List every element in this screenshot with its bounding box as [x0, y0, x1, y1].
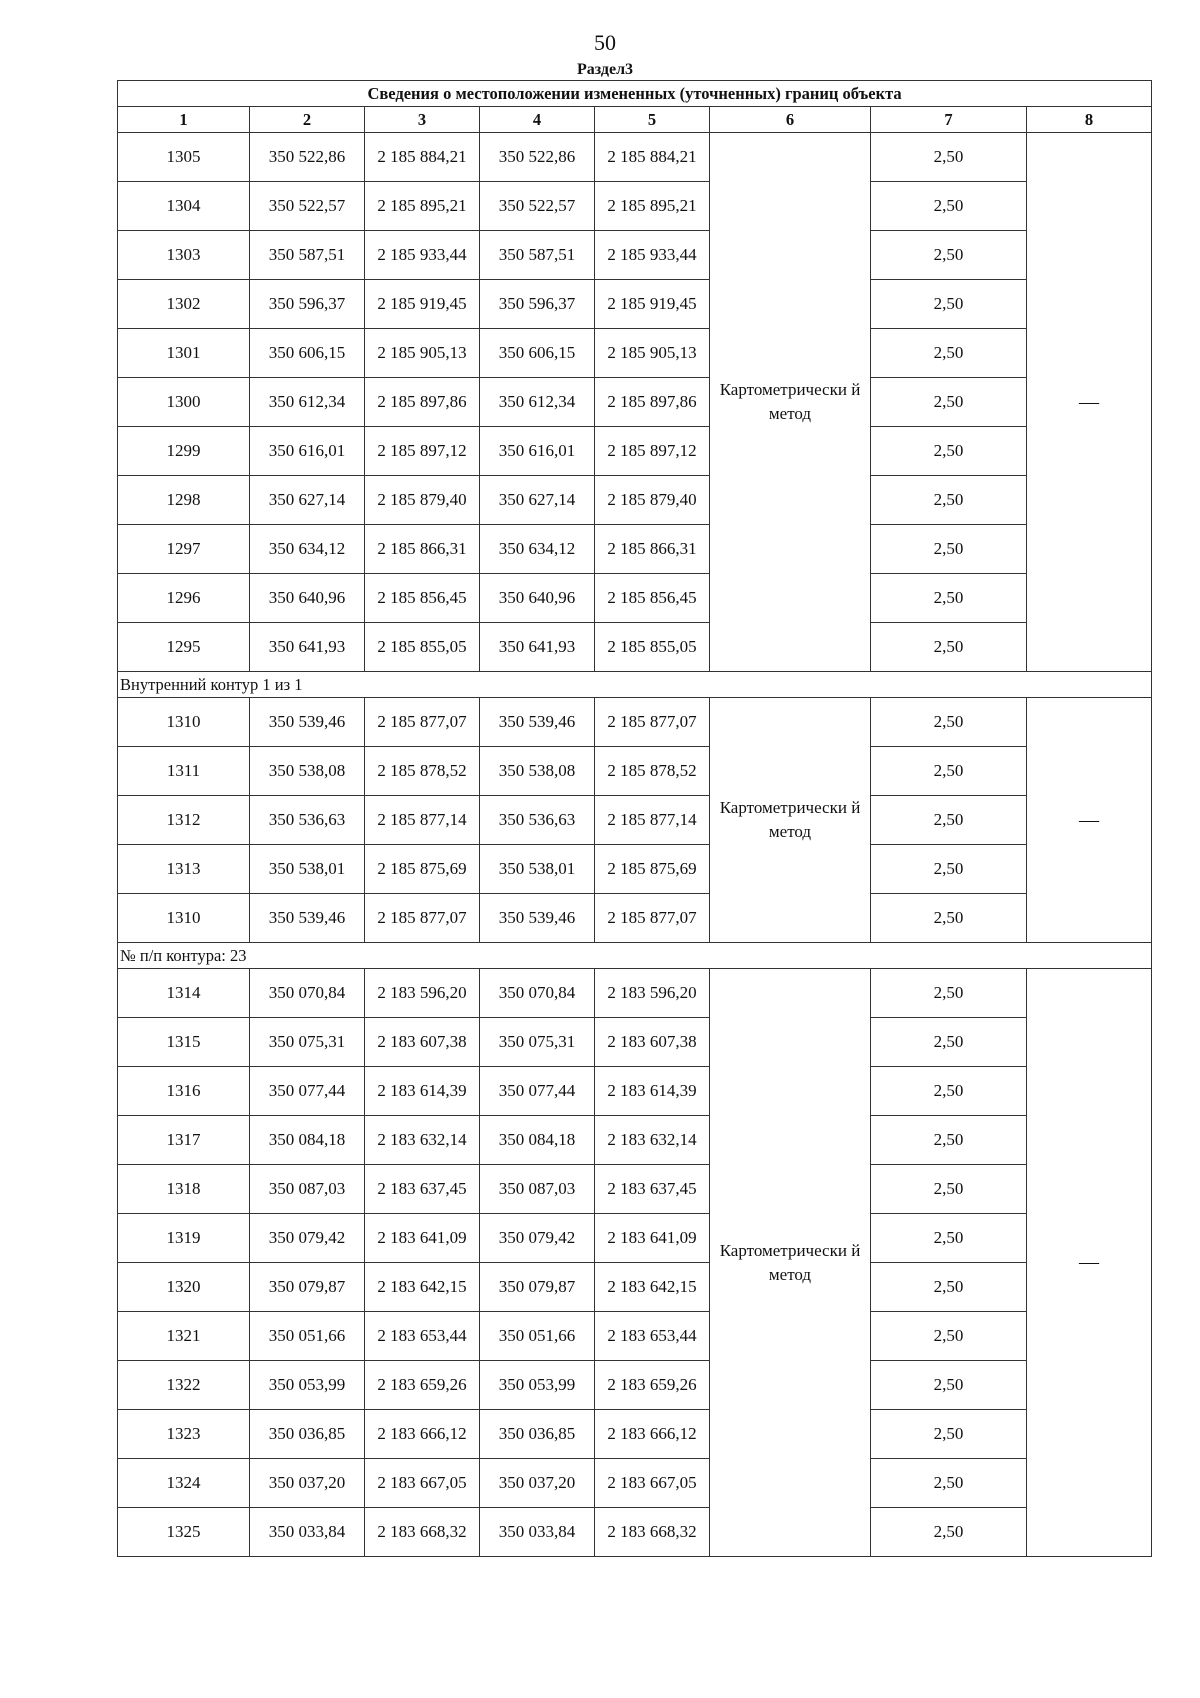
- point-number-cell: 1316: [118, 1067, 250, 1116]
- y-coordinate-cell: 2 185 878,52: [365, 747, 480, 796]
- x-coordinate-new-cell: 350 075,31: [480, 1018, 595, 1067]
- point-number-cell: 1295: [118, 623, 250, 672]
- table-row: [118, 698, 1152, 747]
- point-number-cell: 1313: [118, 845, 250, 894]
- point-number-cell: 1296: [118, 574, 250, 623]
- x-coordinate-new-cell: 350 522,86: [480, 133, 595, 182]
- y-coordinate-new-cell: 2 185 919,45: [595, 280, 710, 329]
- y-coordinate-cell: 2 185 877,07: [365, 698, 480, 747]
- y-coordinate-new-cell: 2 185 875,69: [595, 845, 710, 894]
- x-coordinate-cell: 350 084,18: [250, 1116, 365, 1165]
- y-coordinate-new-cell: 2 185 933,44: [595, 231, 710, 280]
- x-coordinate-new-cell: 350 627,14: [480, 476, 595, 525]
- x-coordinate-cell: 350 612,34: [250, 378, 365, 427]
- accuracy-cell: 2,50: [871, 476, 1027, 525]
- y-coordinate-new-cell: 2 185 878,52: [595, 747, 710, 796]
- y-coordinate-new-cell: 2 183 641,09: [595, 1214, 710, 1263]
- x-coordinate-new-cell: 350 522,57: [480, 182, 595, 231]
- column-number: 6: [710, 107, 871, 133]
- y-coordinate-new-cell: 2 183 642,15: [595, 1263, 710, 1312]
- x-coordinate-new-cell: 350 616,01: [480, 427, 595, 476]
- table-row: [118, 378, 1152, 427]
- point-number-cell: 1298: [118, 476, 250, 525]
- y-coordinate-cell: 2 185 875,69: [365, 845, 480, 894]
- point-number-cell: 1315: [118, 1018, 250, 1067]
- table-row: [118, 1459, 1152, 1508]
- x-coordinate-cell: 350 070,84: [250, 969, 365, 1018]
- y-coordinate-cell: 2 183 668,32: [365, 1508, 480, 1557]
- y-coordinate-new-cell: 2 183 659,26: [595, 1361, 710, 1410]
- x-coordinate-cell: 350 641,93: [250, 623, 365, 672]
- x-coordinate-cell: 350 036,85: [250, 1410, 365, 1459]
- y-coordinate-new-cell: 2 185 866,31: [595, 525, 710, 574]
- column-number: 7: [871, 107, 1027, 133]
- accuracy-cell: 2,50: [871, 1410, 1027, 1459]
- x-coordinate-new-cell: 350 538,08: [480, 747, 595, 796]
- accuracy-cell: 2,50: [871, 182, 1027, 231]
- x-coordinate-new-cell: 350 640,96: [480, 574, 595, 623]
- x-coordinate-cell: 350 539,46: [250, 698, 365, 747]
- table-row: [118, 476, 1152, 525]
- point-number-cell: 1303: [118, 231, 250, 280]
- x-coordinate-new-cell: 350 087,03: [480, 1165, 595, 1214]
- y-coordinate-cell: 2 185 905,13: [365, 329, 480, 378]
- point-number-cell: 1311: [118, 747, 250, 796]
- y-coordinate-cell: 2 185 895,21: [365, 182, 480, 231]
- method-cell: Картометрически й метод: [710, 133, 871, 672]
- y-coordinate-new-cell: 2 185 884,21: [595, 133, 710, 182]
- accuracy-cell: 2,50: [871, 1214, 1027, 1263]
- x-coordinate-cell: 350 634,12: [250, 525, 365, 574]
- x-coordinate-new-cell: 350 536,63: [480, 796, 595, 845]
- x-coordinate-cell: 350 587,51: [250, 231, 365, 280]
- y-coordinate-cell: 2 183 666,12: [365, 1410, 480, 1459]
- column-number: 1: [118, 107, 250, 133]
- accuracy-cell: 2,50: [871, 1361, 1027, 1410]
- y-coordinate-cell: 2 183 659,26: [365, 1361, 480, 1410]
- y-coordinate-new-cell: 2 183 632,14: [595, 1116, 710, 1165]
- accuracy-cell: 2,50: [871, 133, 1027, 182]
- table-row: [118, 1018, 1152, 1067]
- table-row: [118, 427, 1152, 476]
- y-coordinate-cell: 2 185 933,44: [365, 231, 480, 280]
- y-coordinate-new-cell: 2 185 897,86: [595, 378, 710, 427]
- method-cell: Картометрически й метод: [710, 698, 871, 943]
- x-coordinate-new-cell: 350 587,51: [480, 231, 595, 280]
- table-caption: Сведения о местоположении измененных (уточненных) границ объекта: [118, 81, 1152, 107]
- table-row: [118, 1067, 1152, 1116]
- accuracy-cell: 2,50: [871, 427, 1027, 476]
- y-coordinate-cell: 2 185 877,14: [365, 796, 480, 845]
- point-number-cell: 1325: [118, 1508, 250, 1557]
- accuracy-cell: 2,50: [871, 894, 1027, 943]
- point-number-cell: 1300: [118, 378, 250, 427]
- table-row: [118, 1361, 1152, 1410]
- x-coordinate-new-cell: 350 037,20: [480, 1459, 595, 1508]
- x-coordinate-cell: 350 596,37: [250, 280, 365, 329]
- x-coordinate-new-cell: 350 053,99: [480, 1361, 595, 1410]
- accuracy-cell: 2,50: [871, 1116, 1027, 1165]
- table-row: [118, 894, 1152, 943]
- y-coordinate-new-cell: 2 185 895,21: [595, 182, 710, 231]
- table-row: [118, 1312, 1152, 1361]
- x-coordinate-new-cell: 350 077,44: [480, 1067, 595, 1116]
- x-coordinate-cell: 350 522,86: [250, 133, 365, 182]
- point-number-cell: 1301: [118, 329, 250, 378]
- accuracy-cell: 2,50: [871, 329, 1027, 378]
- x-coordinate-cell: 350 037,20: [250, 1459, 365, 1508]
- table-row: [118, 796, 1152, 845]
- x-coordinate-new-cell: 350 539,46: [480, 698, 595, 747]
- x-coordinate-cell: 350 522,57: [250, 182, 365, 231]
- table-row: [118, 623, 1152, 672]
- y-coordinate-cell: 2 185 866,31: [365, 525, 480, 574]
- x-coordinate-cell: 350 079,42: [250, 1214, 365, 1263]
- accuracy-cell: 2,50: [871, 1018, 1027, 1067]
- x-coordinate-new-cell: 350 641,93: [480, 623, 595, 672]
- table-row: [118, 1263, 1152, 1312]
- point-number-cell: 1304: [118, 182, 250, 231]
- x-coordinate-cell: 350 627,14: [250, 476, 365, 525]
- y-coordinate-cell: 2 185 879,40: [365, 476, 480, 525]
- contour-label: Внутренний контур 1 из 1: [118, 672, 1152, 698]
- table-row: [118, 1116, 1152, 1165]
- x-coordinate-cell: 350 077,44: [250, 1067, 365, 1116]
- table-row: [118, 845, 1152, 894]
- y-coordinate-cell: 2 183 607,38: [365, 1018, 480, 1067]
- x-coordinate-new-cell: 350 538,01: [480, 845, 595, 894]
- column-number-row: [118, 107, 1152, 133]
- point-number-cell: 1310: [118, 894, 250, 943]
- y-coordinate-new-cell: 2 185 905,13: [595, 329, 710, 378]
- point-number-cell: 1302: [118, 280, 250, 329]
- x-coordinate-cell: 350 536,63: [250, 796, 365, 845]
- x-coordinate-cell: 350 051,66: [250, 1312, 365, 1361]
- point-number-cell: 1297: [118, 525, 250, 574]
- point-number-cell: 1317: [118, 1116, 250, 1165]
- point-number-cell: 1318: [118, 1165, 250, 1214]
- point-number-cell: 1305: [118, 133, 250, 182]
- y-coordinate-cell: 2 185 919,45: [365, 280, 480, 329]
- table-row: [118, 231, 1152, 280]
- y-coordinate-new-cell: 2 183 653,44: [595, 1312, 710, 1361]
- x-coordinate-cell: 350 606,15: [250, 329, 365, 378]
- column-number: 3: [365, 107, 480, 133]
- accuracy-cell: 2,50: [871, 698, 1027, 747]
- column-number: 8: [1027, 107, 1152, 133]
- y-coordinate-cell: 2 183 637,45: [365, 1165, 480, 1214]
- accuracy-cell: 2,50: [871, 1067, 1027, 1116]
- x-coordinate-new-cell: 350 612,34: [480, 378, 595, 427]
- x-coordinate-new-cell: 350 079,42: [480, 1214, 595, 1263]
- y-coordinate-cell: 2 183 642,15: [365, 1263, 480, 1312]
- y-coordinate-cell: 2 185 856,45: [365, 574, 480, 623]
- contour-label-row: [118, 943, 1152, 969]
- table-row: [118, 329, 1152, 378]
- x-coordinate-cell: 350 079,87: [250, 1263, 365, 1312]
- note-cell: —: [1027, 133, 1152, 672]
- point-number-cell: 1299: [118, 427, 250, 476]
- column-number: 2: [250, 107, 365, 133]
- accuracy-cell: 2,50: [871, 845, 1027, 894]
- x-coordinate-new-cell: 350 084,18: [480, 1116, 595, 1165]
- accuracy-cell: 2,50: [871, 1459, 1027, 1508]
- x-coordinate-cell: 350 053,99: [250, 1361, 365, 1410]
- y-coordinate-new-cell: 2 183 637,45: [595, 1165, 710, 1214]
- table-row: [118, 574, 1152, 623]
- accuracy-cell: 2,50: [871, 623, 1027, 672]
- accuracy-cell: 2,50: [871, 796, 1027, 845]
- column-number: 4: [480, 107, 595, 133]
- note-cell: —: [1027, 698, 1152, 943]
- accuracy-cell: 2,50: [871, 280, 1027, 329]
- point-number-cell: 1323: [118, 1410, 250, 1459]
- note-cell: —: [1027, 969, 1152, 1557]
- y-coordinate-cell: 2 185 897,86: [365, 378, 480, 427]
- accuracy-cell: 2,50: [871, 747, 1027, 796]
- y-coordinate-cell: 2 185 884,21: [365, 133, 480, 182]
- table-row: [118, 280, 1152, 329]
- x-coordinate-new-cell: 350 606,15: [480, 329, 595, 378]
- y-coordinate-new-cell: 2 185 856,45: [595, 574, 710, 623]
- x-coordinate-cell: 350 075,31: [250, 1018, 365, 1067]
- y-coordinate-cell: 2 185 877,07: [365, 894, 480, 943]
- x-coordinate-cell: 350 087,03: [250, 1165, 365, 1214]
- column-number: 5: [595, 107, 710, 133]
- y-coordinate-new-cell: 2 185 855,05: [595, 623, 710, 672]
- accuracy-cell: 2,50: [871, 525, 1027, 574]
- y-coordinate-new-cell: 2 185 897,12: [595, 427, 710, 476]
- x-coordinate-new-cell: 350 036,85: [480, 1410, 595, 1459]
- x-coordinate-new-cell: 350 070,84: [480, 969, 595, 1018]
- x-coordinate-new-cell: 350 033,84: [480, 1508, 595, 1557]
- contour-label: № п/п контура: 23: [118, 943, 1152, 969]
- point-number-cell: 1324: [118, 1459, 250, 1508]
- accuracy-cell: 2,50: [871, 969, 1027, 1018]
- accuracy-cell: 2,50: [871, 1263, 1027, 1312]
- coordinates-table: [117, 80, 1152, 1557]
- point-number-cell: 1322: [118, 1361, 250, 1410]
- x-coordinate-new-cell: 350 051,66: [480, 1312, 595, 1361]
- y-coordinate-new-cell: 2 183 607,38: [595, 1018, 710, 1067]
- x-coordinate-cell: 350 538,01: [250, 845, 365, 894]
- table-row: [118, 969, 1152, 1018]
- x-coordinate-new-cell: 350 634,12: [480, 525, 595, 574]
- y-coordinate-new-cell: 2 185 879,40: [595, 476, 710, 525]
- y-coordinate-cell: 2 183 632,14: [365, 1116, 480, 1165]
- y-coordinate-new-cell: 2 185 877,07: [595, 698, 710, 747]
- table-row: [118, 1165, 1152, 1214]
- x-coordinate-cell: 350 616,01: [250, 427, 365, 476]
- y-coordinate-new-cell: 2 183 666,12: [595, 1410, 710, 1459]
- y-coordinate-new-cell: 2 183 668,32: [595, 1508, 710, 1557]
- y-coordinate-cell: 2 185 855,05: [365, 623, 480, 672]
- table-row: [118, 747, 1152, 796]
- point-number-cell: 1314: [118, 969, 250, 1018]
- x-coordinate-new-cell: 350 079,87: [480, 1263, 595, 1312]
- method-cell: Картометрически й метод: [710, 969, 871, 1557]
- y-coordinate-new-cell: 2 183 596,20: [595, 969, 710, 1018]
- x-coordinate-cell: 350 640,96: [250, 574, 365, 623]
- x-coordinate-cell: 350 538,08: [250, 747, 365, 796]
- point-number-cell: 1312: [118, 796, 250, 845]
- accuracy-cell: 2,50: [871, 231, 1027, 280]
- y-coordinate-new-cell: 2 183 667,05: [595, 1459, 710, 1508]
- table-row: [118, 182, 1152, 231]
- x-coordinate-new-cell: 350 596,37: [480, 280, 595, 329]
- accuracy-cell: 2,50: [871, 1165, 1027, 1214]
- accuracy-cell: 2,50: [871, 1508, 1027, 1557]
- y-coordinate-cell: 2 183 667,05: [365, 1459, 480, 1508]
- accuracy-cell: 2,50: [871, 378, 1027, 427]
- x-coordinate-new-cell: 350 539,46: [480, 894, 595, 943]
- section-title: Раздел3: [576, 61, 634, 78]
- accuracy-cell: 2,50: [871, 574, 1027, 623]
- point-number-cell: 1320: [118, 1263, 250, 1312]
- y-coordinate-new-cell: 2 185 877,14: [595, 796, 710, 845]
- y-coordinate-new-cell: 2 183 614,39: [595, 1067, 710, 1116]
- table-row: [118, 133, 1152, 182]
- x-coordinate-cell: 350 539,46: [250, 894, 365, 943]
- point-number-cell: 1310: [118, 698, 250, 747]
- y-coordinate-cell: 2 183 641,09: [365, 1214, 480, 1263]
- table-body: [118, 133, 1152, 1557]
- table-row: [118, 1214, 1152, 1263]
- table-row: [118, 525, 1152, 574]
- y-coordinate-cell: 2 183 653,44: [365, 1312, 480, 1361]
- table-row: [118, 1410, 1152, 1459]
- y-coordinate-cell: 2 183 614,39: [365, 1067, 480, 1116]
- contour-label-row: [118, 672, 1152, 698]
- page-number: 50: [594, 30, 616, 55]
- table-row: [118, 1508, 1152, 1557]
- y-coordinate-cell: 2 185 897,12: [365, 427, 480, 476]
- x-coordinate-cell: 350 033,84: [250, 1508, 365, 1557]
- y-coordinate-cell: 2 183 596,20: [365, 969, 480, 1018]
- point-number-cell: 1321: [118, 1312, 250, 1361]
- point-number-cell: 1319: [118, 1214, 250, 1263]
- accuracy-cell: 2,50: [871, 1312, 1027, 1361]
- y-coordinate-new-cell: 2 185 877,07: [595, 894, 710, 943]
